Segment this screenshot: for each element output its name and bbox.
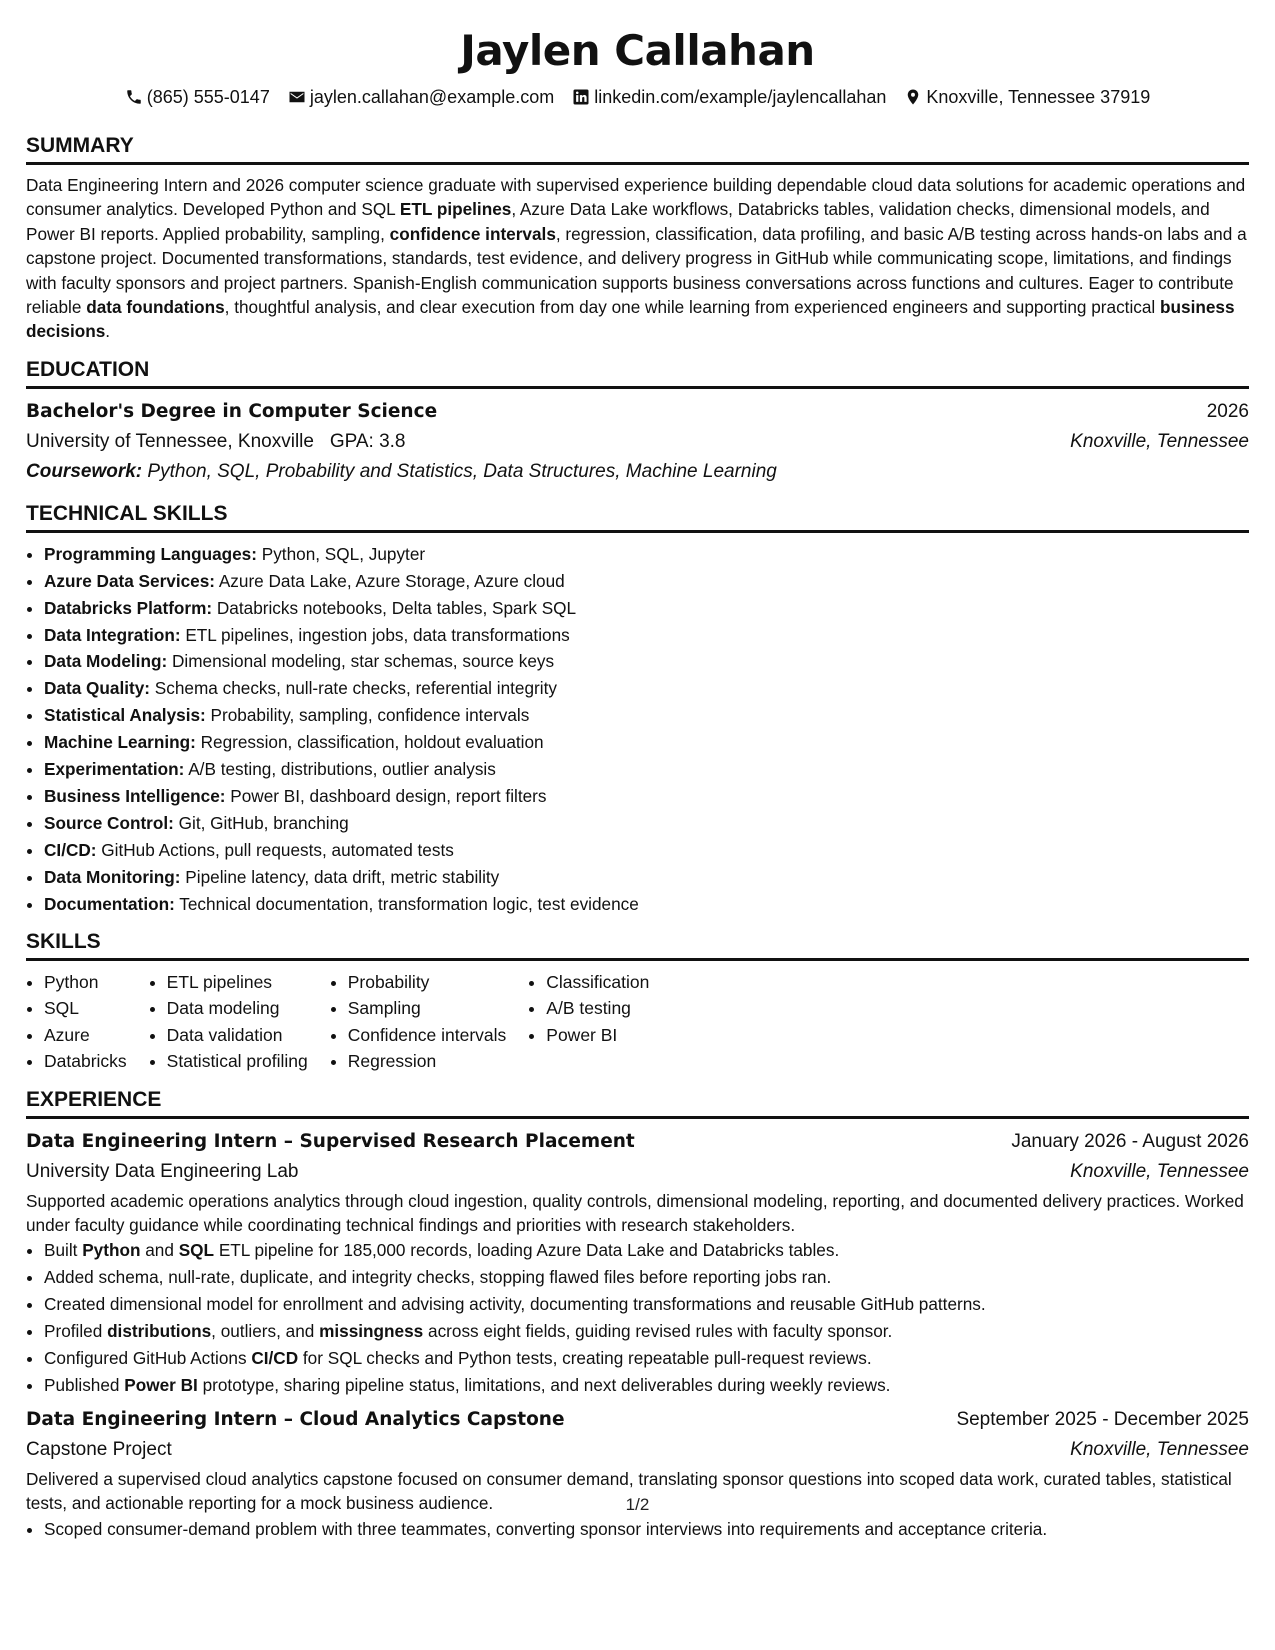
skills-column <box>26 969 127 1075</box>
summary-section <box>26 134 1249 344</box>
education-section <box>26 358 1249 487</box>
skill-item: • Classification <box>546 969 649 996</box>
job-dates: September 2025 - December 2025 <box>956 1408 1249 1430</box>
job-bullets <box>26 1237 1249 1398</box>
text: for SQL checks and Python tests, creating repeatable pull-request reviews. <box>298 1347 872 1368</box>
technical-skill-item <box>44 648 1249 675</box>
resume-page <box>26 0 1249 1543</box>
summary-span: Data Engineering Intern and 2026 computer science graduate with supervised experience building dependable cloud data solutions for academic operations and consumer analytics. Developed Python and SQL <box>26 175 1246 220</box>
degree-title: Bachelor's Degree in Computer Science <box>26 400 438 422</box>
job-bullet <box>44 1345 1249 1372</box>
candidate-name: Jaylen Callahan <box>460 26 815 75</box>
coursework-label: Coursework: <box>26 460 143 482</box>
skill-values: Azure Data Lake, Azure Storage, Azure cloud <box>215 570 565 591</box>
skill-category: CI/CD: <box>44 839 97 860</box>
gpa: GPA: 3.8 <box>329 430 406 452</box>
skill-item: • Sampling <box>348 995 507 1022</box>
skill-values: Dimensional modeling, star schemas, source keys <box>167 651 555 672</box>
experience-section <box>26 1088 1249 1543</box>
skill-item: • Probability <box>348 969 507 996</box>
summary-bold: ETL pipelines <box>399 199 512 220</box>
skill-item: • Regression <box>348 1048 507 1075</box>
job-bullet: • Scoped consumer-demand problem with three teammates, converting sponsor interviews into requirements and acceptance criteria. <box>44 1516 1249 1543</box>
skills-section <box>26 930 1249 1075</box>
job-dates: January 2026 - August 2026 <box>1011 1130 1249 1152</box>
job-location: Knoxville, Tennessee <box>1070 1438 1249 1460</box>
technical-skill-item <box>44 837 1249 864</box>
technical-skill-item <box>44 810 1249 837</box>
skill-item: • Data validation <box>167 1022 308 1049</box>
skill-values: A/B testing, distributions, outlier analysis <box>184 759 496 780</box>
technical-skill-item <box>44 595 1249 622</box>
contact-linkedin[interactable] <box>572 87 886 108</box>
skills-column <box>330 969 507 1075</box>
envelope-icon <box>288 88 306 106</box>
phone-text: (865) 555-0147 <box>146 86 270 107</box>
technical-skill-item <box>44 864 1249 891</box>
skill-values: GitHub Actions, pull requests, automated tests <box>96 839 454 860</box>
section-title-summary: SUMMARY <box>26 134 1249 165</box>
summary-text <box>26 173 1249 344</box>
school-name: University of Tennessee, Knoxville <box>26 430 314 452</box>
map-pin-icon <box>904 88 922 106</box>
text-bold: missingness <box>319 1321 424 1342</box>
text: , outliers, and <box>211 1321 320 1342</box>
text: Published <box>44 1374 125 1395</box>
text-bold: Python <box>82 1240 141 1261</box>
section-title-skills: SKILLS <box>26 930 1249 961</box>
section-title-education: EDUCATION <box>26 358 1249 389</box>
job-org: University Data Engineering Lab <box>26 1160 299 1182</box>
summary-span: . <box>105 321 111 342</box>
job-org-row <box>26 1157 1249 1187</box>
skill-item: • ETL pipelines <box>167 969 308 996</box>
skill-values: Schema checks, null-rate checks, referential integrity <box>150 678 557 699</box>
degree-row <box>26 397 1249 427</box>
contact-phone[interactable] <box>125 87 270 108</box>
email-text: jaylen.callahan@example.com <box>309 86 555 107</box>
text: Profiled <box>44 1321 108 1342</box>
phone-icon <box>125 88 143 106</box>
skill-values: Git, GitHub, branching <box>173 812 349 833</box>
skill-category: Databricks Platform: <box>44 597 213 618</box>
job-bullet <box>44 1372 1249 1399</box>
text: across eight fields, guiding revised rules with faculty sponsor. <box>423 1321 893 1342</box>
text-bold: CI/CD <box>251 1347 299 1368</box>
technical-skill-item <box>44 622 1249 649</box>
summary-span: , thoughtful analysis, and clear execution from day one while learning from experienced engineers and supporting practical <box>224 297 1161 318</box>
job-title: Data Engineering Intern – Cloud Analytics Capstone <box>26 1408 565 1430</box>
skill-category: Data Monitoring: <box>44 866 181 887</box>
skill-item: • Databricks <box>44 1048 127 1075</box>
text: Built <box>44 1240 83 1261</box>
skill-item: • Statistical profiling <box>167 1048 308 1075</box>
job-location: Knoxville, Tennessee <box>1070 1160 1249 1182</box>
school-row <box>26 427 1249 457</box>
contact-location <box>904 87 1150 108</box>
job-title: Data Engineering Intern – Supervised Research Placement <box>26 1130 635 1152</box>
skill-values: Pipeline latency, data drift, metric stability <box>180 866 500 887</box>
skill-category: Source Control: <box>44 812 174 833</box>
text: and <box>140 1240 179 1261</box>
skill-values: Python, SQL, Jupyter <box>256 543 426 564</box>
linkedin-text: linkedin.com/example/jaylencallahan <box>594 86 887 107</box>
technical-skills-list <box>26 541 1249 918</box>
job-title-row <box>26 1127 1249 1157</box>
technical-skills-section <box>26 502 1249 918</box>
skill-item: • Data modeling <box>167 995 308 1022</box>
coursework-list: Python, SQL, Probability and Statistics, Data Structures, Machine Learning <box>142 460 777 482</box>
job-title-row <box>26 1405 1249 1435</box>
job-description: Supported academic operations analytics through cloud ingestion, quality controls, dimensional modeling, reporting, and documented delivery practices. Worked under faculty guidance while coordinating technical findings and priorities with research stakeholders. <box>26 1190 1244 1235</box>
technical-skill-item <box>44 702 1249 729</box>
technical-skill-item <box>44 675 1249 702</box>
skill-category: Business Intelligence: <box>44 786 226 806</box>
skill-category: Documentation: <box>44 893 175 914</box>
technical-skill-item <box>44 541 1249 568</box>
technical-skill-item <box>44 568 1249 595</box>
skill-values: Regression, classification, holdout evaluation <box>195 732 544 753</box>
location-text: Knoxville, Tennessee 37919 <box>926 86 1151 107</box>
degree-year: 2026 <box>1206 400 1249 422</box>
skill-category: Machine Learning: <box>44 732 196 753</box>
skill-category: Experimentation: <box>44 759 185 780</box>
job-bullet: • Created dimensional model for enrollment and advising activity, documenting transformations and reusable GitHub patterns. <box>44 1291 1249 1318</box>
section-title-technical-skills: TECHNICAL SKILLS <box>26 502 1249 533</box>
technical-skill-item <box>44 756 1249 783</box>
summary-bold: confidence intervals <box>389 223 556 244</box>
job-org: Capstone Project <box>26 1438 172 1460</box>
skill-item: • Power BI <box>546 1022 649 1049</box>
skill-item: • Python <box>44 969 127 996</box>
skill-category: Data Quality: <box>44 678 151 699</box>
skill-values: Databricks notebooks, Delta tables, Spark SQL <box>212 597 577 618</box>
technical-skill-item <box>44 891 1249 918</box>
job-bullet: • Added schema, null-rate, duplicate, and integrity checks, stopping flawed files before reporting jobs ran. <box>44 1264 1249 1291</box>
text-bold: distributions <box>107 1321 212 1342</box>
skill-item: • Azure <box>44 1022 127 1049</box>
section-title-experience: EXPERIENCE <box>26 1088 1249 1119</box>
skill-item: • Confidence intervals <box>348 1022 507 1049</box>
job-description: Delivered a supervised cloud analytics capstone focused on consumer demand, translating sponsor questions into scoped data work, curated tables, statistical tests, and actionable reporting for a mock business audience. <box>26 1468 1232 1514</box>
summary-bold: business decisions <box>26 297 1235 342</box>
text: Configured GitHub Actions <box>44 1347 252 1368</box>
job-bullets <box>26 1516 1249 1543</box>
coursework <box>26 457 1249 487</box>
skill-item: • A/B testing <box>546 995 649 1022</box>
job-bullet <box>44 1237 1249 1264</box>
skill-values: Probability, sampling, confidence intervals <box>205 705 530 726</box>
contact-bar <box>26 85 1249 109</box>
text: prototype, sharing pipeline status, limitations, and next deliverables during weekly reviews. <box>197 1374 891 1395</box>
skill-item: • SQL <box>44 995 127 1022</box>
skill-values: Technical documentation, transformation logic, test evidence <box>174 893 639 914</box>
skill-values: ETL pipelines, ingestion jobs, data transformations <box>180 624 570 645</box>
technical-skill-item <box>44 729 1249 756</box>
summary-bold: data foundations <box>86 297 225 318</box>
text-bold: Power BI <box>124 1374 198 1395</box>
technical-skill-item <box>44 783 1249 810</box>
school-info <box>26 427 406 457</box>
linkedin-icon <box>572 88 590 106</box>
summary-span: , regression, classification, data profiling, and basic A/B testing across hands-on labs and a capstone project. Documented transformations, standards, test evidence, and delivery progress in GitHub while communicating scope, limitations, and findings with faculty sponsors and project partners. Spanish-English communication supports business conversations across functions and cultures. Eager to contribute reliable <box>26 223 1247 318</box>
summary-span: , Azure Data Lake workflows, Databricks tables, validation checks, dimensional models, and Power BI reports. Applied probability, sampling, <box>26 199 1210 244</box>
text-bold: SQL <box>178 1240 215 1261</box>
skill-category: Data Integration: <box>44 624 181 645</box>
skill-category: Azure Data Services: <box>44 570 216 591</box>
job-bullet <box>44 1318 1249 1345</box>
skill-category: Statistical Analysis: <box>44 705 206 726</box>
skills-column <box>149 969 308 1075</box>
page-number: 1/2 <box>625 1495 650 1514</box>
text: ETL pipeline for 185,000 records, loading Azure Data Lake and Databricks tables. <box>214 1240 840 1261</box>
contact-email[interactable] <box>288 87 554 108</box>
skill-category: Programming Languages: <box>44 543 257 564</box>
skill-category: Data Modeling: <box>44 651 168 672</box>
school-location: Knoxville, Tennessee <box>1070 430 1249 452</box>
skills-column <box>528 969 649 1075</box>
job-org-row <box>26 1435 1249 1465</box>
skill-values: Power BI, dashboard design, report filters <box>225 786 547 806</box>
skills-grid <box>26 969 1249 1075</box>
